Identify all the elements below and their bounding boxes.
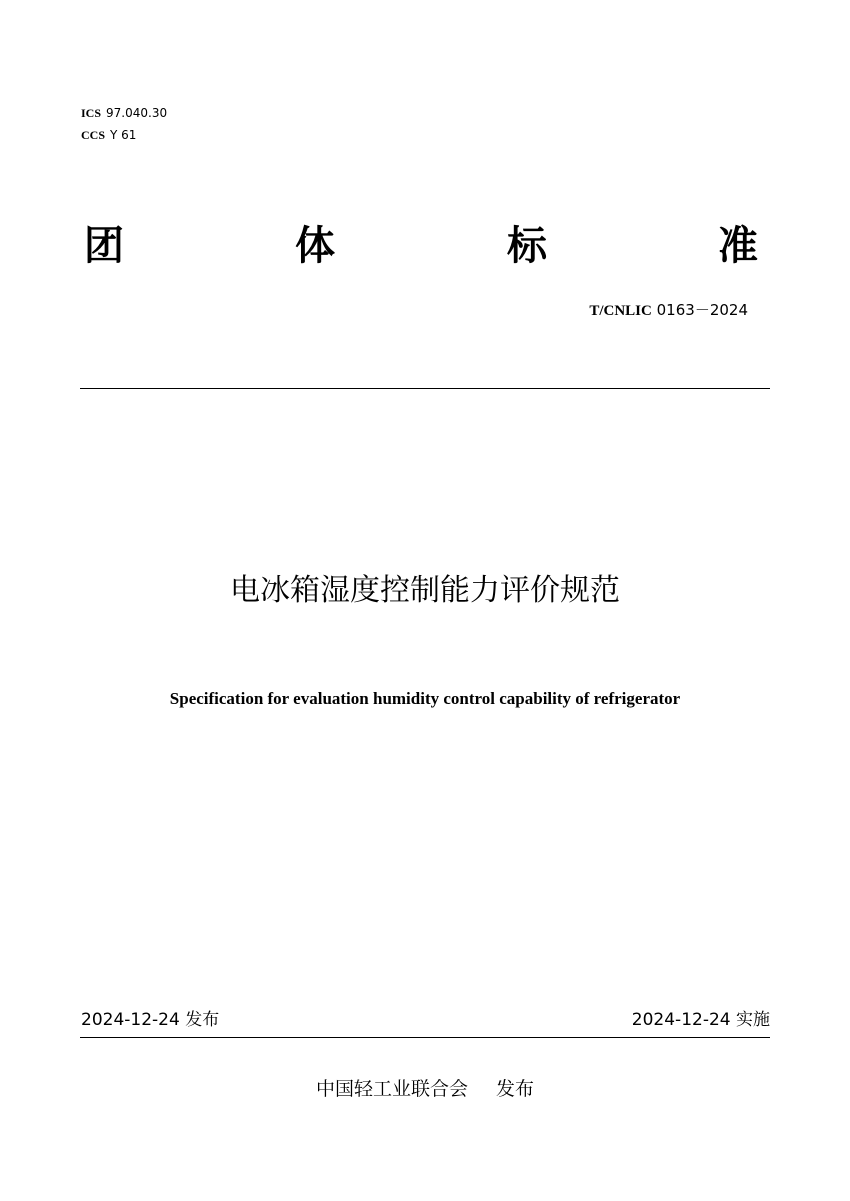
standard-code-prefix: T/CNLIC [589, 303, 652, 319]
top-divider [80, 388, 770, 389]
header-char-4: 准 [718, 223, 758, 269]
title-english: Specification for evaluation humidity control capability of refrigerator [169, 689, 681, 708]
ccs-value: Y 61 [110, 128, 137, 142]
header-char-3: 标 [507, 223, 547, 269]
issuer-name: 中国轻工业联合会 [315, 1078, 468, 1100]
publish-date: 2024-12-24 发布 [81, 1010, 220, 1030]
ccs-label: CCS [81, 128, 106, 142]
issuer-line [0, 1077, 850, 1101]
header-char-2: 体 [295, 223, 335, 269]
ics-line [81, 106, 167, 120]
issuer-action: 发布 [496, 1078, 535, 1100]
implement-date: 2024-12-24 实施 [631, 1010, 770, 1030]
ccs-line [81, 128, 136, 142]
bottom-divider [80, 1037, 770, 1038]
header-char-1: 团 [84, 223, 124, 269]
standard-code-number: 0163－2024 [656, 301, 748, 319]
title-chinese: 电冰箱湿度控制能力评价规范 [230, 573, 620, 608]
ics-label: ICS [81, 106, 102, 120]
ics-value: 97.040.30 [106, 106, 168, 120]
standard-code [589, 301, 748, 320]
